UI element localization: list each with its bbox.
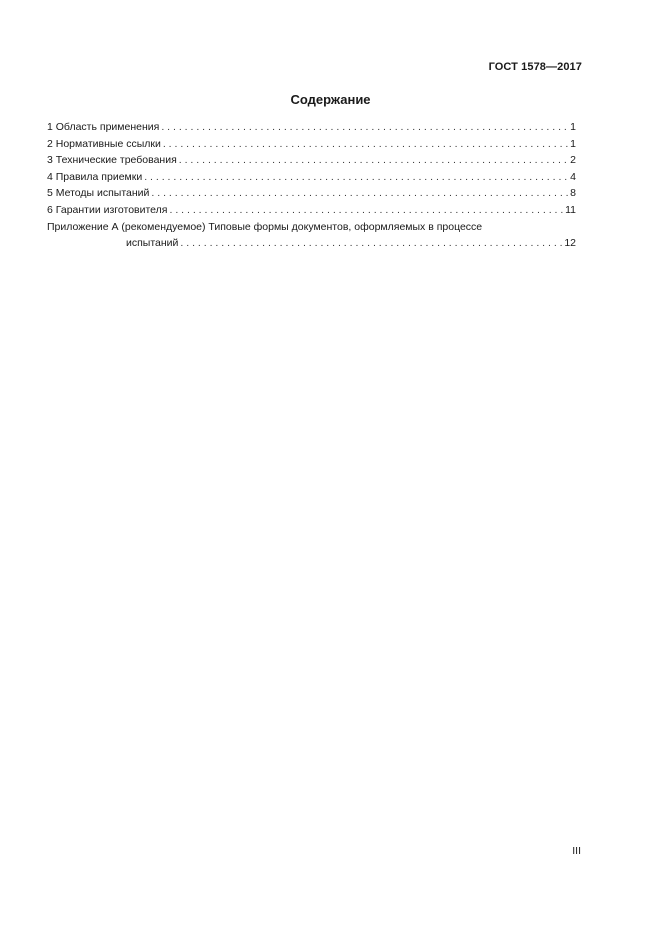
toc-entry-page: 12 (564, 237, 576, 250)
dot-leader (151, 185, 569, 202)
toc-entry-label: 5 Методы испытаний (47, 187, 150, 200)
toc-entry-label: 4 Правила приемки (47, 170, 143, 183)
dot-leader (169, 202, 564, 219)
toc-entry-page: 11 (565, 203, 576, 216)
toc-entry-label: 3 Технические требования (47, 154, 177, 167)
document-code: ГОСТ 1578—2017 (488, 61, 582, 73)
toc-entry[interactable] (47, 185, 576, 202)
toc-entry-page: 1 (570, 121, 576, 133)
toc-entry[interactable] (47, 152, 576, 169)
toc-entry-page: 8 (570, 187, 576, 200)
toc-entry[interactable] (47, 169, 576, 186)
table-of-contents (47, 119, 576, 252)
toc-entry-label: 2 Нормативные ссылки (47, 137, 161, 150)
toc-entry-page: 4 (570, 170, 576, 183)
appendix-title-line: Приложение А (рекомендуемое) Типовые формы документов, оформляемых в процессе (47, 220, 483, 233)
dot-leader (179, 152, 569, 169)
appendix-title-continuation: испытаний (126, 237, 179, 250)
dot-leader (144, 169, 569, 186)
toc-entry-label: 1 Область применения (47, 121, 160, 133)
page-number: III (572, 845, 581, 857)
dot-leader (180, 235, 563, 252)
toc-entry[interactable] (47, 119, 576, 136)
toc-entry-page: 2 (570, 154, 576, 167)
toc-entry[interactable] (47, 136, 576, 153)
appendix-continuation (47, 235, 576, 252)
toc-title: Содержание (290, 92, 371, 107)
toc-entry-page: 1 (570, 137, 576, 150)
toc-entry-appendix[interactable] (47, 219, 576, 252)
toc-entry[interactable] (47, 202, 576, 219)
toc-entry-label: 6 Гарантии изготовителя (47, 203, 168, 216)
dot-leader (161, 119, 569, 136)
dot-leader (163, 136, 569, 153)
